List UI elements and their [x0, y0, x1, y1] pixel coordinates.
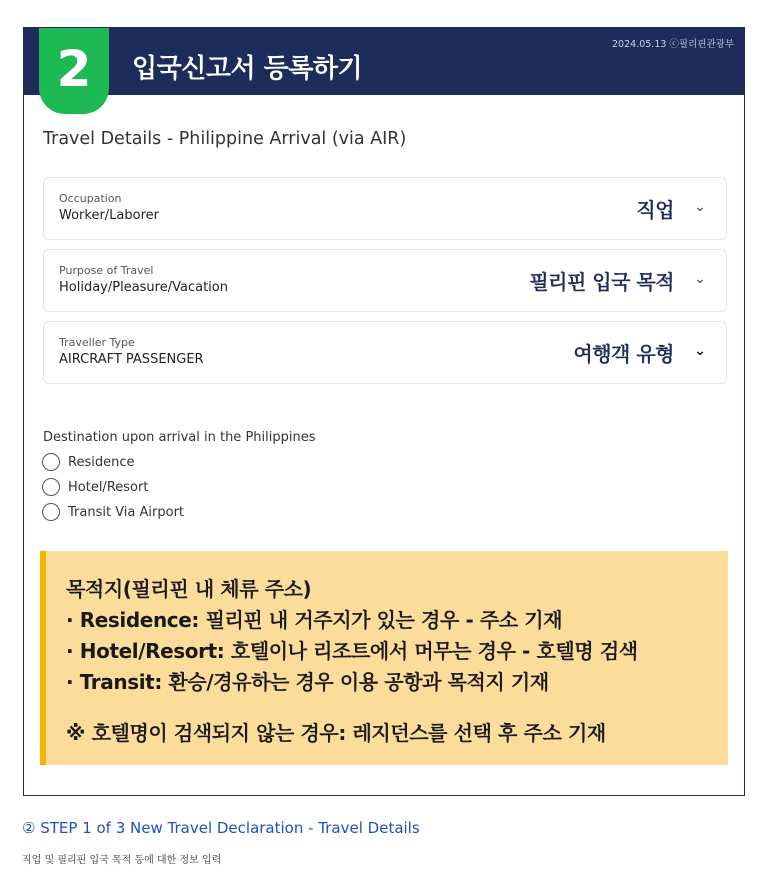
radio-residence[interactable] [42, 453, 134, 471]
traveller-type-label: Traveller Type [59, 336, 135, 349]
note-warning: ※ 호텔명이 검색되지 않는 경우: 레지던스를 선택 후 주소 기재 [66, 721, 606, 745]
purpose-of-travel-select[interactable] [43, 249, 727, 312]
header-banner [24, 28, 744, 95]
note-line-hotel: · Hotel/Resort: 호텔이나 리조트에서 머무는 경우 - 호텔명 검색 [66, 639, 638, 663]
purpose-korean-annotation: 필리핀 입국 목적 [529, 270, 674, 294]
image-subcaption: 직업 및 필리핀 입국 목적 등에 대한 정보 입력 [22, 855, 222, 866]
radio-circle-icon[interactable] [42, 503, 60, 521]
chevron-down-icon[interactable]: ⌄ [694, 271, 706, 287]
destination-info-note [40, 551, 728, 765]
chevron-down-icon[interactable]: ⌄ [694, 343, 706, 359]
radio-residence-label: Residence [68, 454, 135, 470]
occupation-label: Occupation [59, 192, 122, 205]
occupation-select[interactable] [43, 177, 727, 240]
destination-label: Destination upon arrival in the Philippines [43, 430, 316, 445]
chevron-down-icon[interactable]: ⌄ [694, 199, 706, 215]
traveller-type-select[interactable] [43, 321, 727, 384]
radio-circle-icon[interactable] [42, 453, 60, 471]
form-title: Travel Details - Philippine Arrival (via AIR) [43, 129, 407, 149]
note-line-residence: · Residence: 필리핀 내 거주지가 있는 경우 - 주소 기재 [66, 608, 563, 632]
radio-hotel-resort[interactable] [42, 478, 148, 496]
note-heading: 목적지(필리핀 내 체류 주소) [66, 577, 312, 601]
note-line-transit: · Transit: 환승/경유하는 경우 이용 공항과 목적지 기재 [66, 670, 549, 694]
occupation-value: Worker/Laborer [59, 208, 159, 223]
screenshot-frame [23, 27, 745, 796]
image-caption: ② STEP 1 of 3 New Travel Declaration - Travel Details [22, 819, 420, 837]
traveller-type-korean-annotation: 여행객 유형 [573, 342, 674, 366]
purpose-label: Purpose of Travel [59, 264, 154, 277]
radio-hotel-resort-label: Hotel/Resort [68, 479, 149, 495]
banner-date-credit: 2024.05.13 ⓒ필리핀관광부 [612, 39, 734, 50]
step-number-badge: 2 [39, 27, 109, 114]
purpose-value: Holiday/Pleasure/Vacation [59, 280, 228, 295]
banner-title: 입국신고서 등록하기 [132, 54, 363, 84]
radio-transit-via-airport[interactable] [42, 503, 184, 521]
traveller-type-value: AIRCRAFT PASSENGER [59, 352, 204, 367]
radio-transit-label: Transit Via Airport [68, 504, 185, 520]
radio-circle-icon[interactable] [42, 478, 60, 496]
occupation-korean-annotation: 직업 [636, 198, 674, 222]
